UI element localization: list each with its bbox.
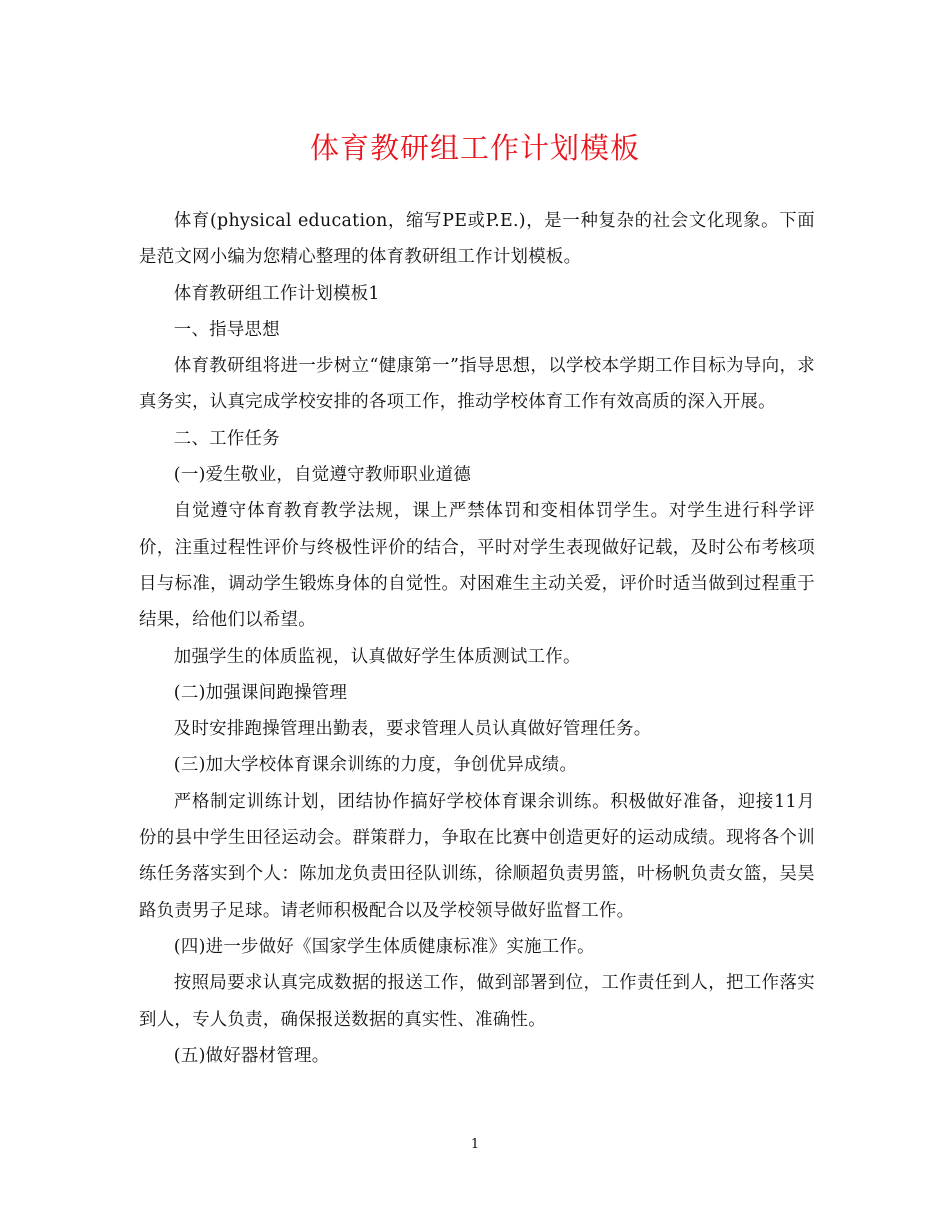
subheading-task-4: (四)进一步做好《国家学生体质健康标准》实施工作。 [173, 936, 595, 957]
paragraph-task-3: 严格制定训练计划，团结协作搞好学校体育课余训练。积极做好准备，迎接11月份的县中学生田径运动会。群策群力，争取在比赛中创造更好的运动成绩。现将各个训练任务落实到个人：陈加龙负责田径队训练，徐顺超负责男篮，叶杨帆负责女篮，吴昊路负责男子足球。请老师积极配合以及学校领导做好监督工作。 [139, 791, 815, 921]
paragraph-template-heading: 体育教研组工作计划模板1 [173, 283, 380, 304]
page-number: 1 [470, 1137, 480, 1152]
paragraph-intro: 体育(physical education，缩写PE或P.E.)，是一种复杂的社会文化现象。下面是范文网小编为您精心整理的体育教研组工作计划模板。 [139, 211, 815, 268]
paragraph-task-4: 按照局要求认真完成数据的报送工作，做到部署到位，工作责任到人，把工作落实到人，专人负责，确保报送数据的真实性、准确性。 [139, 973, 815, 1030]
section-heading-work-tasks: 二、工作任务 [173, 428, 280, 449]
document-title: 体育教研组工作计划模板 [309, 131, 640, 165]
paragraph-task-2: 及时安排跑操管理出勤表，要求管理人员认真做好管理任务。 [173, 719, 652, 740]
subheading-task-1: (一)爱生敬业，自觉遵守教师职业道德 [173, 465, 472, 486]
subheading-task-2: (二)加强课间跑操管理 [173, 682, 348, 703]
paragraph-task-1: 自觉遵守体育教育教学法规，课上严禁体罚和变相体罚学生。对学生进行科学评价，注重过程性评价与终极性评价的结合，平时对学生表现做好记载，及时公布考核项目与标准，调动学生锻炼身体的自觉性。对困难生主动关爱，评价时适当做到过程重于结果，给他们以希望。 [139, 501, 815, 631]
subheading-task-3: (三)加大学校体育课余训练的力度，争创优异成绩。 [173, 755, 578, 776]
document-body [139, 203, 815, 1074]
subheading-task-5: (五)做好器材管理。 [173, 1045, 330, 1066]
paragraph-fitness-monitoring: 加强学生的体质监视，认真做好学生体质测试工作。 [173, 646, 581, 667]
paragraph-guiding-thought: 体育教研组将进一步树立“健康第一”指导思想，以学校本学期工作目标为导向，求真务实，认真完成学校安排的各项工作，推动学校体育工作有效高质的深入开展。 [139, 356, 815, 413]
section-heading-guiding-thought: 一、指导思想 [173, 319, 280, 340]
